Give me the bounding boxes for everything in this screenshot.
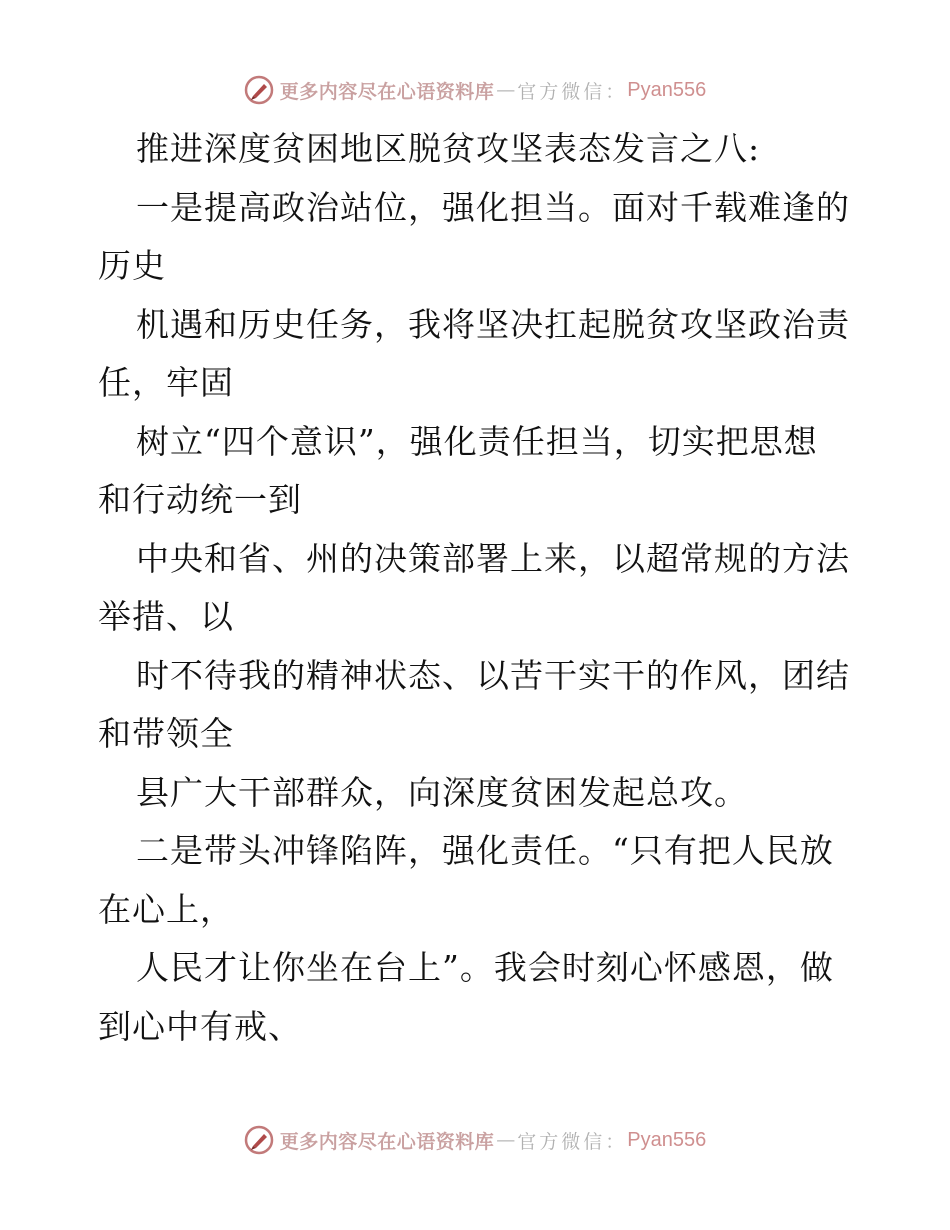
- text-line: 中央和省、州的决策部署上来，以超常规的方法: [136, 538, 850, 578]
- text-line: 推进深度贫困地区脱贫攻坚表态发言之八:: [136, 129, 761, 168]
- text-line: 和带领全: [98, 714, 234, 753]
- text-line: 机遇和历史任务，我将坚决扛起脱贫攻坚政治责: [136, 304, 850, 344]
- text-line: 树立“四个意识”，强化责任担当，切实把思想: [136, 421, 818, 461]
- header-watermark: [0, 70, 950, 110]
- footer-watermark: [0, 1120, 950, 1160]
- text-line: 县广大干部群众，向深度贫困发起总攻。: [136, 772, 748, 812]
- watermark-dash: —: [496, 1129, 516, 1151]
- text-line: 二是带头冲锋陷阵，强化责任。“只有把人民放: [136, 831, 834, 870]
- watermark-official-label: 官方微信：: [517, 80, 628, 103]
- text-line: 一是提高政治站位，强化担当。面对千载难逢的: [136, 187, 850, 227]
- text-line: 任，牢固: [98, 363, 234, 402]
- watermark-text: 更多内容尽在心语资料库: [279, 80, 495, 103]
- text-line: 和行动统一到: [98, 480, 302, 519]
- text-line: 历史: [98, 246, 166, 285]
- text-line: 时不待我的精神状态、以苦干实干的作风，团结: [136, 655, 850, 695]
- watermark-dash: —: [496, 79, 516, 101]
- watermark-wechat-id: Pyan556: [627, 1128, 707, 1151]
- text-line: 到心中有戒、: [98, 1006, 302, 1046]
- text-line: 人民才让你坐在台上”。我会时刻心怀感恩，做: [136, 948, 834, 987]
- text-line: 举措、以: [98, 597, 234, 636]
- watermark-official-label: 官方微信：: [517, 1130, 628, 1153]
- pen-logo-icon: [244, 1125, 274, 1155]
- pen-logo-icon: [244, 75, 274, 105]
- text-line: 在心上，: [98, 889, 234, 929]
- watermark-wechat-id: Pyan556: [627, 78, 707, 101]
- watermark-text: 更多内容尽在心语资料库: [279, 1130, 495, 1153]
- document-body: [98, 120, 858, 1056]
